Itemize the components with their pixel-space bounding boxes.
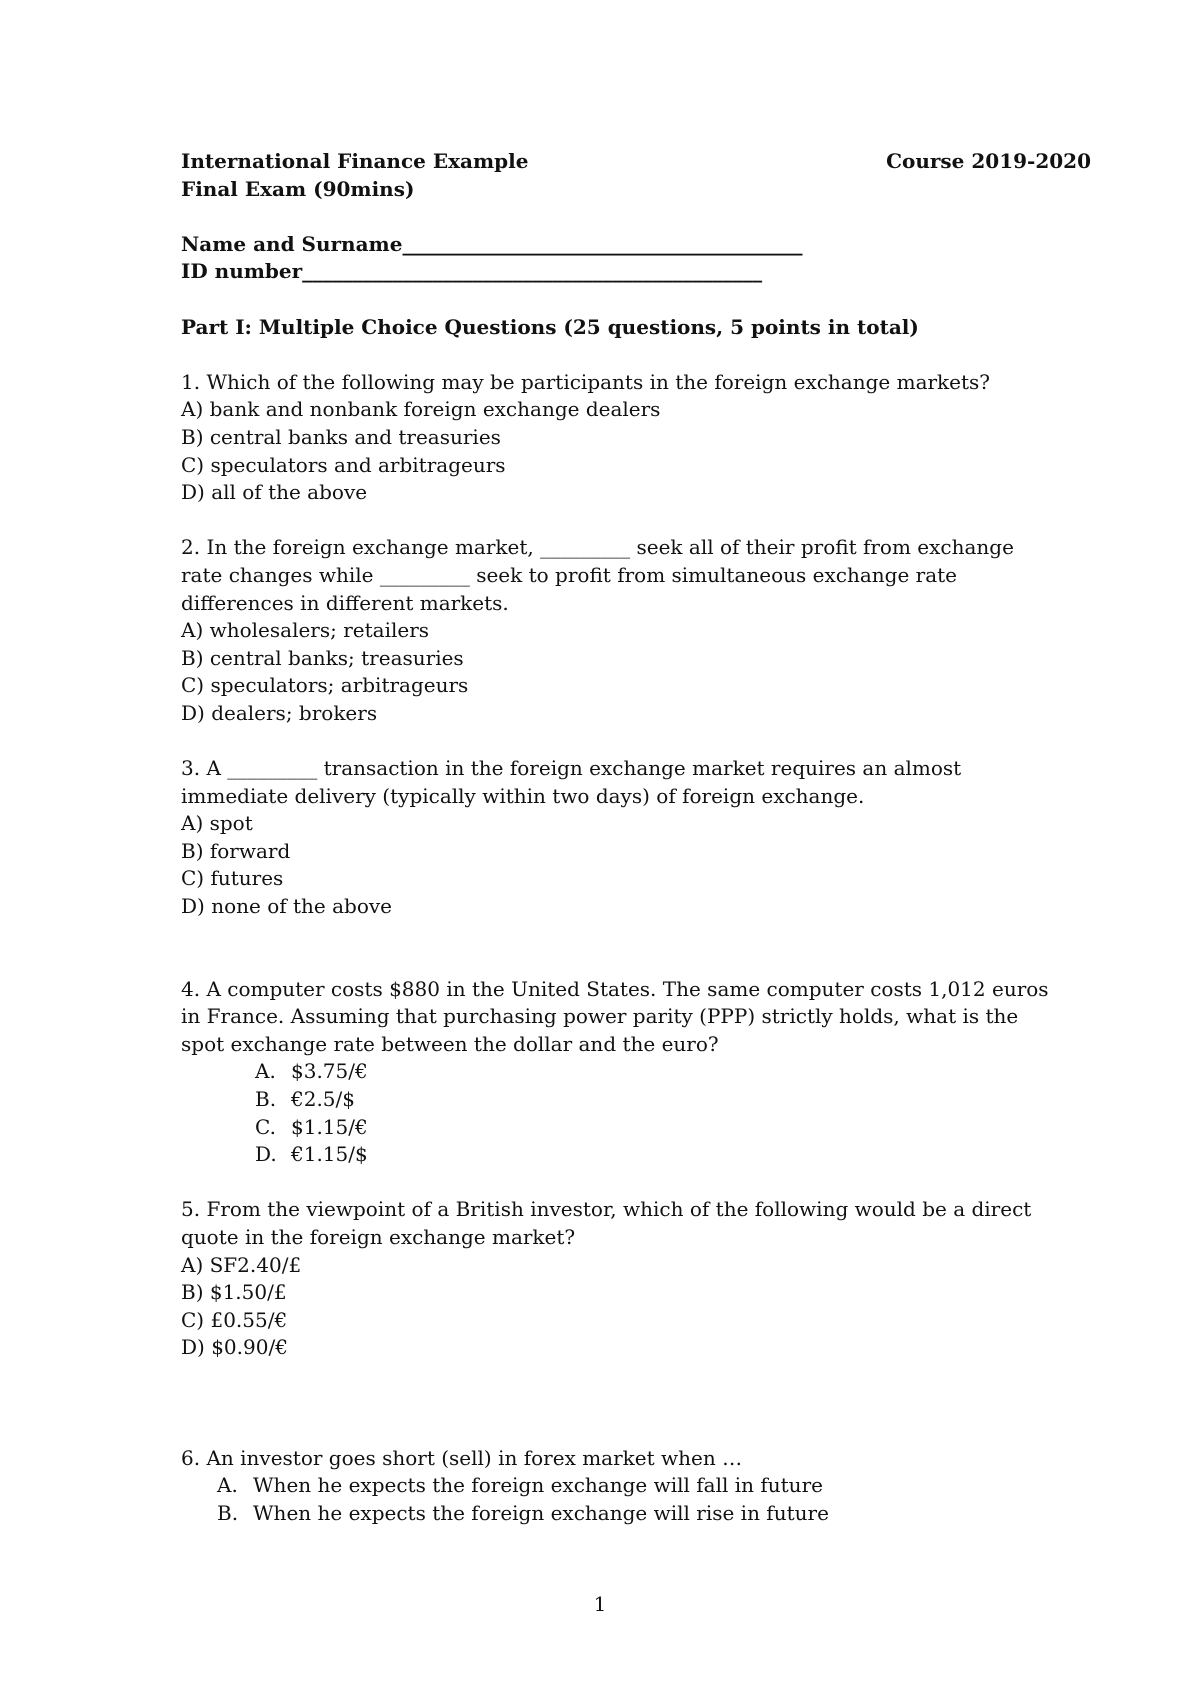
answer-option: C) £0.55/€ bbox=[181, 1307, 288, 1332]
answer-option: B) $1.50/£ bbox=[181, 1280, 287, 1305]
exam-content bbox=[181, 148, 1091, 1527]
question-1 bbox=[181, 369, 1091, 507]
course-year: Course 2019-2020 bbox=[886, 149, 1091, 173]
question-text: 4. A computer costs $880 in the United States. The same computer costs 1,012 euros bbox=[181, 976, 1049, 1001]
question-text: rate changes while _________ seek to profit from simultaneous exchange rate bbox=[181, 562, 957, 587]
answer-option: C) speculators and arbitrageurs bbox=[181, 452, 506, 477]
page-number: 1 bbox=[593, 1592, 607, 1616]
answer-option: D) all of the above bbox=[181, 480, 368, 505]
option-text: When he expects the foreign exchange will fall in future bbox=[253, 1473, 823, 1498]
question-text: spot exchange rate between the dollar and the euro? bbox=[181, 1031, 719, 1056]
answer-option bbox=[181, 1114, 1091, 1142]
name-field: Name and Surname________________________________________ bbox=[181, 231, 803, 256]
answer-option: A) wholesalers; retailers bbox=[181, 618, 430, 643]
part-heading: Part I: Multiple Choice Questions (25 questions, 5 points in total) bbox=[181, 314, 919, 339]
question-text: 6. An investor goes short (sell) in forex market when … bbox=[181, 1445, 743, 1470]
answer-option: C) futures bbox=[181, 866, 284, 891]
answer-option: B) central banks; treasuries bbox=[181, 645, 464, 670]
option-letter: A. bbox=[217, 1473, 238, 1498]
option-text: €1.15/$ bbox=[291, 1142, 368, 1167]
document-title: International Finance Example bbox=[181, 149, 529, 173]
question-6 bbox=[181, 1445, 1091, 1528]
option-text: When he expects the foreign exchange will rise in future bbox=[253, 1500, 829, 1525]
answer-option bbox=[181, 1141, 1091, 1169]
header-row bbox=[181, 148, 1091, 176]
option-letter: A. bbox=[255, 1059, 276, 1084]
answer-option bbox=[181, 1058, 1091, 1086]
answer-option: B) central banks and treasuries bbox=[181, 424, 501, 449]
answer-option: D) $0.90/€ bbox=[181, 1335, 288, 1360]
answer-option: C) speculators; arbitrageurs bbox=[181, 673, 469, 698]
id-field: ID number______________________________________________ bbox=[181, 259, 763, 284]
option-text: $3.75/€ bbox=[291, 1059, 368, 1084]
question-text: 1. Which of the following may be participants in the foreign exchange markets? bbox=[181, 369, 991, 394]
question-text: quote in the foreign exchange market? bbox=[181, 1224, 576, 1249]
question-text: in France. Assuming that purchasing power parity (PPP) strictly holds, what is the bbox=[181, 1004, 1019, 1029]
answer-option: A) bank and nonbank foreign exchange dealers bbox=[181, 397, 661, 422]
question-text: 2. In the foreign exchange market, _________ seek all of their profit from exchange bbox=[181, 535, 1014, 560]
answer-option: D) dealers; brokers bbox=[181, 700, 378, 725]
answer-option: A) SF2.40/£ bbox=[181, 1252, 302, 1277]
option-letter: C. bbox=[255, 1114, 276, 1139]
question-5 bbox=[181, 1196, 1091, 1362]
option-letter: B. bbox=[217, 1500, 239, 1525]
answer-option: B) forward bbox=[181, 838, 291, 863]
question-2 bbox=[181, 534, 1091, 727]
answer-option bbox=[181, 1086, 1091, 1114]
question-4 bbox=[181, 976, 1091, 1169]
exam-subtitle: Final Exam (90mins) bbox=[181, 176, 415, 201]
answer-option: D) none of the above bbox=[181, 894, 393, 919]
question-text: 3. A _________ transaction in the foreign exchange market requires an almost bbox=[181, 756, 962, 781]
question-3 bbox=[181, 755, 1091, 921]
option-text: $1.15/€ bbox=[291, 1114, 368, 1139]
option-text: €2.5/$ bbox=[291, 1087, 355, 1111]
question-text: differences in different markets. bbox=[181, 590, 509, 615]
question-text: 5. From the viewpoint of a British investor, which of the following would be a direct bbox=[181, 1197, 1032, 1222]
answer-option: A) spot bbox=[181, 811, 253, 836]
option-letter: B. bbox=[255, 1087, 277, 1111]
option-letter: D. bbox=[255, 1142, 277, 1167]
answer-option bbox=[181, 1500, 1091, 1528]
answer-option bbox=[181, 1472, 1091, 1500]
question-text: immediate delivery (typically within two days) of foreign exchange. bbox=[181, 783, 865, 808]
